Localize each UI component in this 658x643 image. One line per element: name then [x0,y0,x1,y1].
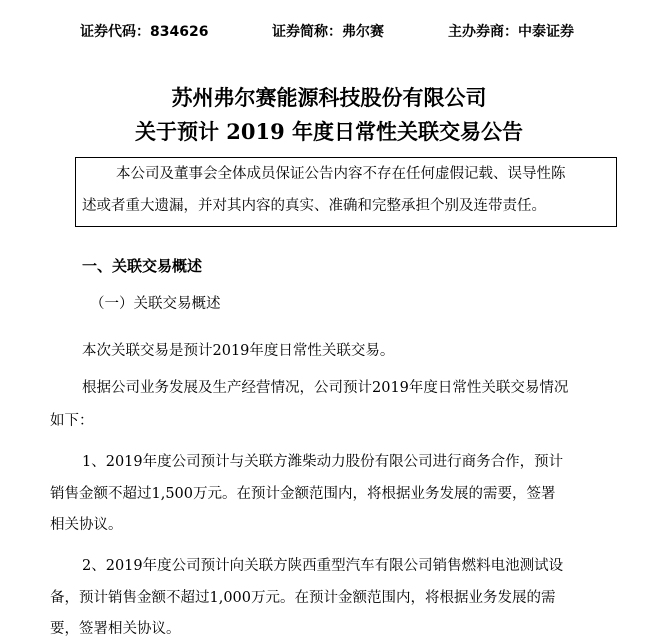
announcement-title: 关于预计 2019 年度日常性关联交易公告 [134,119,524,144]
item-2-line-1: 2、2019年度公司预计向关联方陕西重型汽车有限公司销售燃料电池测试设 [82,558,564,574]
section-heading: 一、关联交易概述 [82,257,203,275]
disclaimer-line-1: 本公司及董事会全体成员保证公告内容不存在任何虚假记载、误导性陈 [116,166,566,182]
securities-abbreviation: 证券简称：弗尔赛 [272,24,384,40]
item-1-line-2: 销售金额不超过1,500万元。在预计金额范围内，将根据业务发展的需要，签署 [50,486,556,502]
header-row [0,22,658,42]
sponsor-broker: 主办券商：中泰证券 [448,24,574,40]
item-2-line-3: 要，签署相关协议。 [50,621,181,637]
paragraph-1: 本次关联交易是预计2019年度日常性关联交易。 [82,343,395,359]
paragraph-2-line-1: 根据公司业务发展及生产经营情况，公司预计2019年度日常性关联交易情况 [82,380,569,396]
item-1-line-3: 相关协议。 [50,517,123,533]
item-2-line-2: 备，预计销售金额不超过1,000万元。在预计金额范围内，将根据业务发展的需 [50,590,556,606]
paragraph-2-line-2: 如下： [50,413,94,429]
item-1-line-1: 1、2019年度公司预计与关联方潍柴动力股份有限公司进行商务合作，预计 [82,454,564,470]
subsection-heading: （一）关联交易概述 [90,296,221,312]
disclaimer-line-2: 述或者重大遗漏，并对其内容的真实、准确和完整承担个别及连带责任。 [82,198,546,214]
disclaimer-box [75,157,617,227]
securities-code: 证券代码：834626 [80,24,209,40]
company-name-title: 苏州弗尔赛能源科技股份有限公司 [171,85,487,110]
